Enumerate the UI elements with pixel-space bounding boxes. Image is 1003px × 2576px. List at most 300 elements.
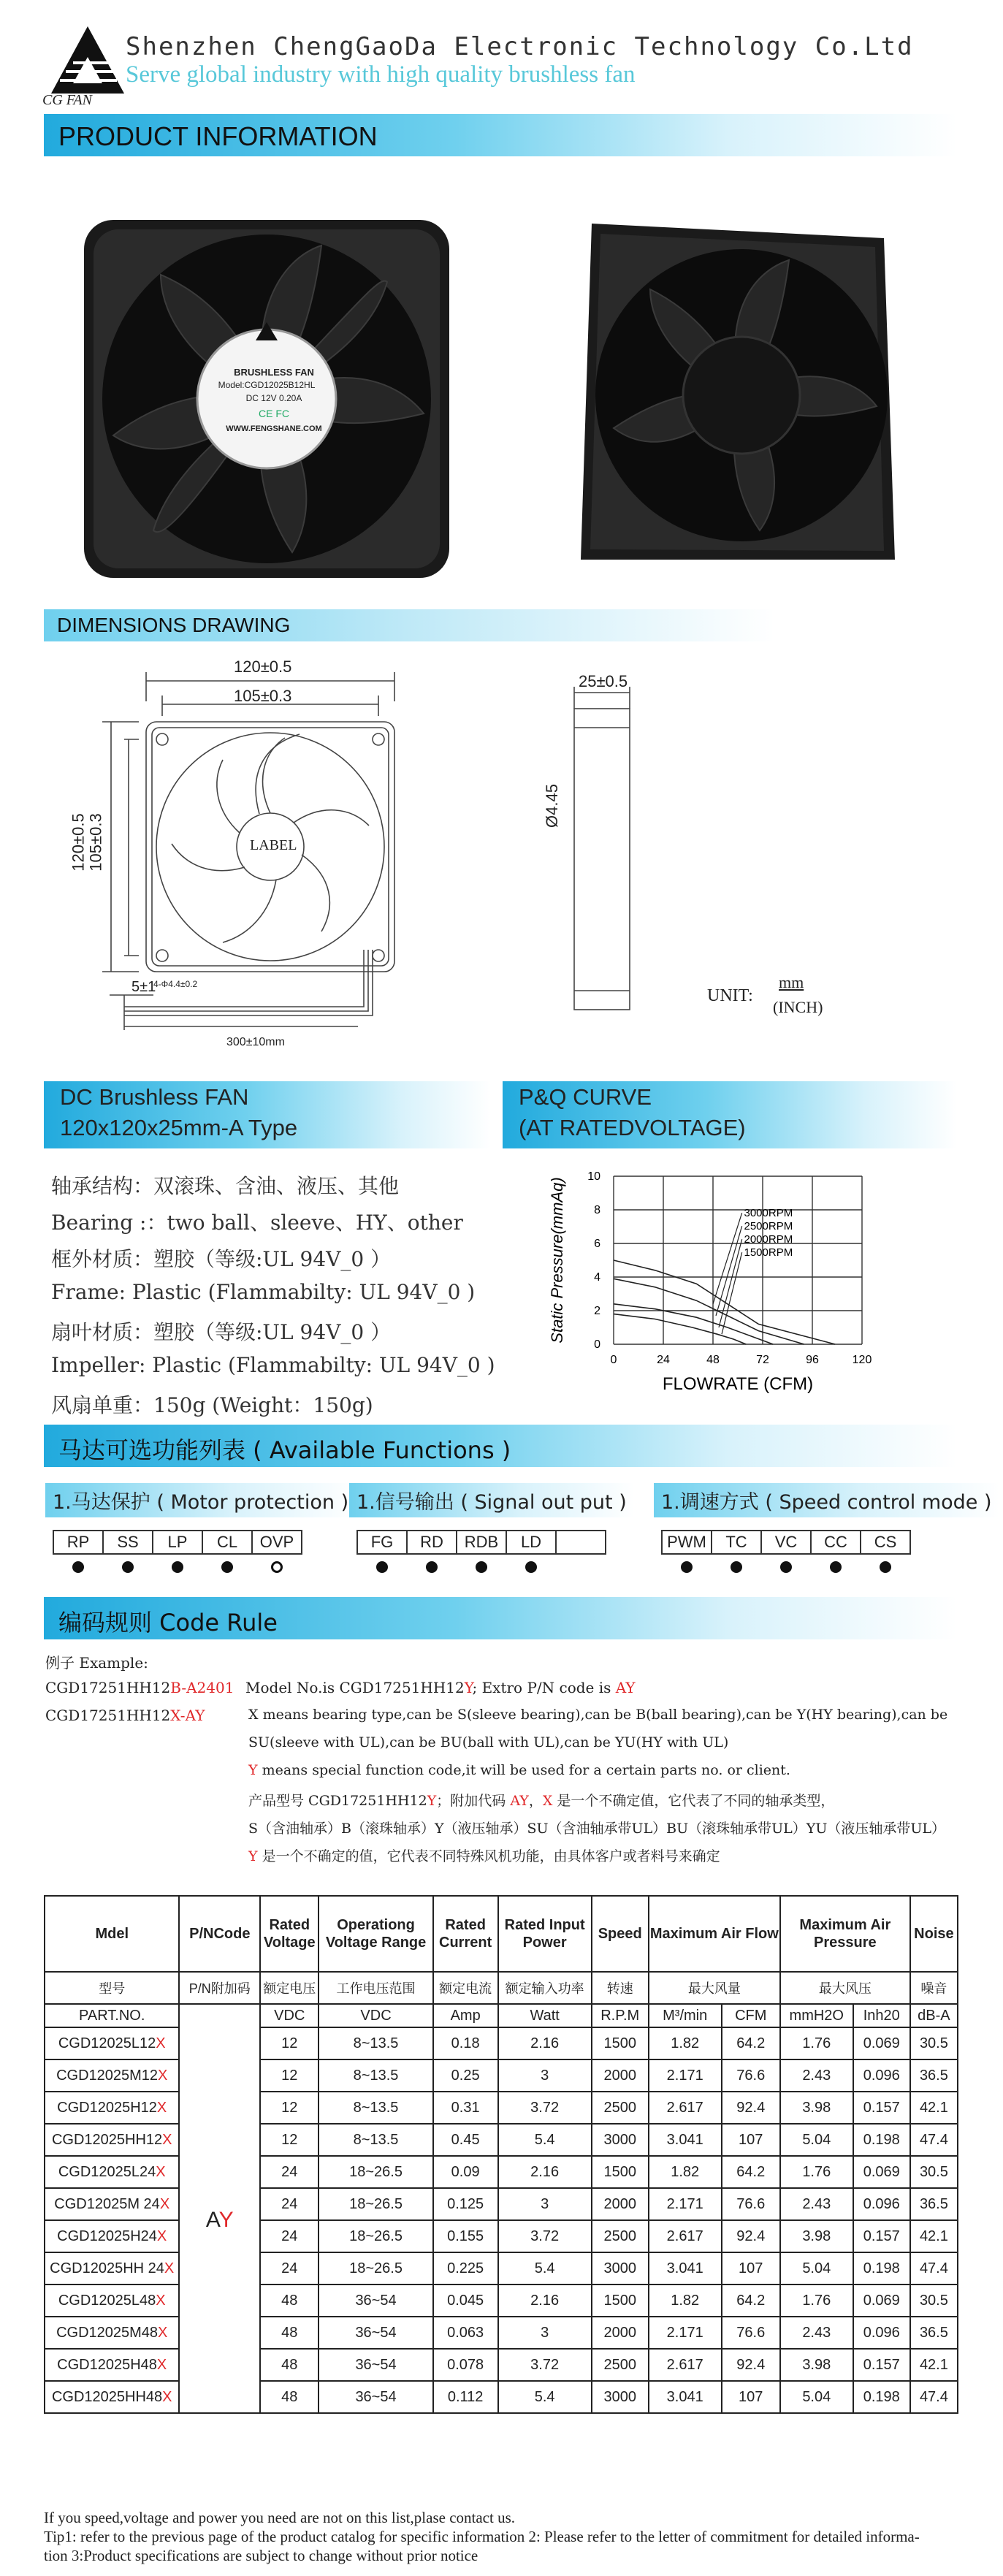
cn-speed: 转速 — [592, 1972, 649, 2004]
cell-mm: 1.76 — [780, 2156, 853, 2188]
cell-inh: 0.198 — [853, 2124, 910, 2156]
code-line-2: SU(sleeve with UL),can be BU(ball with UL),can be YU(HY with UL) — [248, 1734, 729, 1750]
cn-input-power: 额定输入功率 — [498, 1972, 592, 2004]
cell-cfm: 76.6 — [722, 2188, 780, 2220]
cell-v: 48 — [260, 2285, 319, 2317]
cn-voltage-range: 工作电压范围 — [319, 1972, 432, 2004]
x-tick-label: 0 — [610, 1354, 617, 1366]
unit-pn-blank — [179, 2004, 260, 2027]
cell-watt: 3.72 — [498, 2220, 592, 2252]
cell-model — [45, 2027, 179, 2059]
pn-code-y: Y — [218, 2207, 234, 2232]
cell-amp: 0.25 — [433, 2059, 498, 2092]
pn-code-cell — [179, 2027, 260, 2413]
code-line-3 — [248, 1762, 790, 1778]
cell-v: 48 — [260, 2349, 319, 2381]
cell-db: 42.1 — [910, 2220, 958, 2252]
th-model: Mdel — [45, 1896, 179, 1972]
cell-watt: 3 — [498, 2188, 592, 2220]
model-suffix: X — [164, 2260, 175, 2276]
unit-part-no: PART.NO. — [45, 2004, 179, 2027]
cell-v: 24 — [260, 2188, 319, 2220]
cn-noise: 噪音 — [910, 1972, 958, 2004]
function-option-0-3: CL — [202, 1531, 252, 1554]
x-tick-label: 72 — [756, 1354, 769, 1366]
pn-code-a: A — [205, 2207, 219, 2232]
function-mark-cell-1-1 — [407, 1554, 457, 1580]
cell-inh: 0.096 — [853, 2188, 910, 2220]
cell-mm: 3.98 — [780, 2349, 853, 2381]
function-mark-cell-0-1 — [103, 1554, 153, 1580]
code-line-4b: Y — [427, 1793, 437, 1809]
legend-label-2: 2000RPM — [744, 1233, 793, 1246]
unit-vdc: VDC — [260, 2004, 319, 2027]
cell-amp: 0.45 — [433, 2124, 498, 2156]
function-mark-cell-1-0 — [357, 1554, 407, 1580]
code-line-1: X means bearing type,can be S(sleeve bearing),can be B(ball bearing),can be Y(HY bearing),can be — [248, 1707, 948, 1723]
y-tick-label: 4 — [594, 1271, 600, 1284]
function-option-2-0: PWM — [662, 1531, 712, 1554]
cell-range: 18~26.5 — [319, 2156, 432, 2188]
cell-v: 48 — [260, 2381, 319, 2413]
cell-db: 30.5 — [910, 2285, 958, 2317]
model-base: CGD12025M12 — [56, 2067, 159, 2084]
pq-chart-svg — [533, 1162, 972, 1410]
cn-rated-voltage: 额定电压 — [260, 1972, 319, 2004]
cell-model — [45, 2381, 179, 2413]
function-mark-cell-2-0 — [662, 1554, 712, 1580]
cell-mm: 5.04 — [780, 2124, 853, 2156]
cell-db: 47.4 — [910, 2252, 958, 2285]
cell-model — [45, 2092, 179, 2124]
unit-amp: Amp — [433, 2004, 498, 2027]
code-line-4 — [248, 1790, 834, 1810]
drawing-label: LABEL — [250, 837, 297, 853]
dc-fan-subtitle: 120x120x25mm-A Type — [60, 1115, 298, 1140]
cell-range: 18~26.5 — [319, 2220, 432, 2252]
cell-rpm: 3000 — [592, 2381, 649, 2413]
model-suffix: X — [156, 2292, 166, 2309]
code-example-2-base: CGD17251HH12 — [45, 1707, 171, 1724]
cell-range: 18~26.5 — [319, 2188, 432, 2220]
cell-mm: 1.76 — [780, 2027, 853, 2059]
code-line-3-text: means special function code,it will be used for a certain parts no. or client. — [257, 1762, 790, 1778]
code-desc-1c: ; Extro P/N code is — [472, 1679, 616, 1696]
model-base: CGD12025HH12 — [51, 2131, 163, 2148]
cell-watt: 3.72 — [498, 2349, 592, 2381]
code-example-1-suffix: B-A2401 — [170, 1679, 234, 1696]
cell-cfm: 76.6 — [722, 2059, 780, 2092]
cell-cfm: 107 — [722, 2124, 780, 2156]
model-base: CGD12025H48 — [57, 2356, 157, 2373]
cell-inh: 0.069 — [853, 2156, 910, 2188]
cell-amp: 0.045 — [433, 2285, 498, 2317]
cell-mm: 1.76 — [780, 2285, 853, 2317]
dim-diameter: Ø4.45 — [542, 784, 561, 828]
legend-label-3: 1500RPM — [744, 1246, 793, 1260]
unit-vdc-range: VDC — [319, 2004, 432, 2027]
code-example-label: 例子 Example: — [45, 1654, 148, 1672]
cell-m3: 2.617 — [649, 2349, 722, 2381]
cell-cfm: 92.4 — [722, 2092, 780, 2124]
cell-mm: 2.43 — [780, 2059, 853, 2092]
pq-curve-title: P&Q CURVE — [519, 1084, 652, 1110]
code-line-4a: 产品型号 CGD17251HH12 — [248, 1793, 427, 1809]
dim-lead: 300±10mm — [226, 1036, 285, 1048]
cell-cfm: 64.2 — [722, 2156, 780, 2188]
function-option-0-2: LP — [153, 1531, 202, 1554]
unit-mmh2o: mmH2O — [780, 2004, 853, 2027]
cell-inh: 0.096 — [853, 2317, 910, 2349]
cell-model — [45, 2188, 179, 2220]
th-speed: Speed — [592, 1896, 649, 1972]
cell-v: 12 — [260, 2027, 319, 2059]
code-line-6 — [248, 1845, 720, 1865]
dim-height-inner: 105±0.3 — [86, 813, 105, 872]
cell-range: 8~13.5 — [319, 2124, 432, 2156]
function-mark-cell-0-3 — [202, 1554, 252, 1580]
cell-db: 47.4 — [910, 2381, 958, 2413]
cell-mm: 3.98 — [780, 2092, 853, 2124]
code-desc-1a: Model No.is CGD17251HH12 — [245, 1679, 465, 1696]
model-base: CGD12025L24 — [58, 2163, 156, 2180]
cell-rpm: 1500 — [592, 2285, 649, 2317]
cell-m3: 2.171 — [649, 2059, 722, 2092]
fan-front-photo — [80, 216, 453, 582]
model-suffix: X — [156, 2035, 166, 2051]
cell-model — [45, 2349, 179, 2381]
table-cn-header-row — [45, 1972, 958, 2004]
cell-db: 30.5 — [910, 2156, 958, 2188]
spec-table — [44, 1895, 958, 2414]
function-option-0-4: OVP — [252, 1531, 302, 1554]
code-line-4c: ；附加代码 — [436, 1793, 511, 1809]
function-mark-cell-1-3 — [506, 1554, 556, 1580]
cell-watt: 5.4 — [498, 2252, 592, 2285]
cn-air-flow: 最大风量 — [649, 1972, 780, 2004]
fan-back-photo — [570, 216, 906, 574]
model-suffix: X — [156, 2356, 167, 2373]
fan-label-brand: BRUSHLESS FAN — [234, 367, 314, 378]
dot-marker-icon — [880, 1561, 891, 1573]
cell-model — [45, 2252, 179, 2285]
legend-label-0: 3000RPM — [744, 1207, 793, 1220]
dim-width-outer: 120±0.5 — [234, 658, 292, 676]
code-example-1-base: CGD17251HH12 — [45, 1679, 171, 1696]
cell-db: 42.1 — [910, 2092, 958, 2124]
code-line-6-red: Y — [248, 1848, 258, 1864]
unit-inh2o: Inh20 — [853, 2004, 910, 2027]
function-table-0 — [53, 1530, 302, 1580]
cell-rpm: 2000 — [592, 2188, 649, 2220]
cell-amp: 0.155 — [433, 2220, 498, 2252]
cell-db: 30.5 — [910, 2027, 958, 2059]
dim-depth: 25±0.5 — [579, 672, 628, 690]
function-mark-cell-1-4 — [556, 1554, 606, 1580]
unit-label: UNIT: — [707, 986, 753, 1005]
unit-watt: Watt — [498, 2004, 592, 2027]
cell-v: 12 — [260, 2059, 319, 2092]
cell-rpm: 2500 — [592, 2092, 649, 2124]
function-option-1-4 — [556, 1531, 606, 1554]
cell-model — [45, 2285, 179, 2317]
footer-line-1: If you speed,voltage and power you need are not on this list,plase contact us. — [44, 2509, 515, 2526]
function-group-title-1: 1.信号输出 ( Signal out put ) — [349, 1483, 634, 1517]
code-line-5: S（含油轴承）B（滚珠轴承）Y（液压轴承）SU（含油轴承带UL）BU（滚珠轴承带UL）YU（液压轴承带UL） — [248, 1821, 945, 1837]
cell-watt: 3 — [498, 2059, 592, 2092]
th-air-flow: Maximum Air Flow — [649, 1896, 780, 1972]
spec-impeller-cn: 扇叶材质：塑胶（等级:UL 94V_0 ） — [51, 1320, 392, 1344]
model-suffix: X — [162, 2388, 172, 2405]
function-mark-cell-2-3 — [811, 1554, 861, 1580]
function-mark-cell-0-0 — [53, 1554, 103, 1580]
cell-inh: 0.096 — [853, 2059, 910, 2092]
cn-model: 型号 — [45, 1972, 179, 2004]
function-option-1-0: FG — [357, 1531, 407, 1554]
cell-rpm: 1500 — [592, 2156, 649, 2188]
code-example-1 — [45, 1679, 234, 1696]
cn-pn-code: P/N附加码 — [179, 1972, 260, 2004]
pq-curve-subtitle: (AT RATEDVOLTAGE) — [519, 1115, 746, 1140]
th-noise: Noise — [910, 1896, 958, 1972]
spec-bearing-cn: 轴承结构：双滚珠、含油、液压、其他 — [51, 1174, 400, 1198]
y-axis-label: Static Pressure(mmAq) — [548, 1177, 566, 1344]
pq-curve-heading — [503, 1081, 957, 1148]
cell-db: 36.5 — [910, 2188, 958, 2220]
dim-hole: 4-Φ4.4±0.2 — [153, 979, 198, 989]
dc-fan-heading — [44, 1081, 491, 1148]
cell-watt: 3.72 — [498, 2092, 592, 2124]
cell-rpm: 2500 — [592, 2220, 649, 2252]
model-suffix: X — [158, 2324, 168, 2341]
cell-m3: 3.041 — [649, 2124, 722, 2156]
cell-v: 12 — [260, 2124, 319, 2156]
code-line-3-red: Y — [248, 1762, 258, 1778]
cell-cfm: 107 — [722, 2252, 780, 2285]
dimension-drawing-front — [69, 658, 431, 1052]
th-air-pressure: Maximum Air Pressure — [780, 1896, 910, 1972]
dimension-drawing-side — [533, 672, 665, 1015]
function-group-title-2: 1.调速方式 ( Speed control mode ) — [654, 1483, 999, 1517]
cell-amp: 0.18 — [433, 2027, 498, 2059]
spec-table-wrap — [44, 1895, 958, 2414]
cell-inh: 0.069 — [853, 2285, 910, 2317]
dim-width-inner: 105±0.3 — [234, 687, 292, 705]
cell-m3: 2.617 — [649, 2220, 722, 2252]
cell-amp: 0.063 — [433, 2317, 498, 2349]
logo-caption: CG FAN — [42, 92, 92, 108]
company-name: Shenzhen ChengGaoDa Electronic Technology Co.Ltd — [126, 32, 914, 61]
cell-range: 36~54 — [319, 2285, 432, 2317]
y-tick-label: 8 — [594, 1204, 600, 1216]
cell-range: 36~54 — [319, 2381, 432, 2413]
dot-marker-icon — [426, 1561, 438, 1573]
code-rule-title: 编码规则 Code Rule — [58, 1609, 278, 1636]
functions-title: 马达可选功能列表 ( Available Functions ) — [58, 1436, 511, 1464]
cell-range: 8~13.5 — [319, 2059, 432, 2092]
cell-amp: 0.078 — [433, 2349, 498, 2381]
x-axis-label: FLOWRATE (CFM) — [662, 1374, 814, 1394]
unit-cfm: CFM — [722, 2004, 780, 2027]
x-tick-label: 120 — [852, 1354, 872, 1366]
y-tick-label: 2 — [594, 1305, 600, 1317]
ring-marker-icon — [271, 1561, 283, 1573]
dim-tail-value: 5±1 — [131, 979, 156, 995]
function-option-2-4: CS — [861, 1531, 910, 1554]
model-base: CGD12025HH48 — [51, 2388, 163, 2405]
model-suffix: X — [159, 2195, 170, 2212]
cell-v: 12 — [260, 2092, 319, 2124]
dimensions-title: DIMENSIONS DRAWING — [57, 614, 291, 636]
model-suffix: X — [156, 2228, 167, 2244]
cell-range: 36~54 — [319, 2317, 432, 2349]
company-slogan: Serve global industry with high quality brushless fan — [126, 61, 636, 88]
function-group-title-0: 1.马达保护 ( Motor protection ) — [45, 1483, 356, 1517]
function-mark-cell-0-2 — [153, 1554, 202, 1580]
cell-model — [45, 2317, 179, 2349]
model-base: CGD12025L12 — [58, 2035, 156, 2051]
function-option-0-0: RP — [53, 1531, 103, 1554]
cell-v: 48 — [260, 2317, 319, 2349]
cell-model — [45, 2059, 179, 2092]
model-base: CGD12025H24 — [57, 2228, 157, 2244]
dot-marker-icon — [376, 1561, 388, 1573]
code-example-1-desc — [245, 1679, 636, 1696]
pq-chart — [533, 1162, 972, 1410]
cell-mm: 2.43 — [780, 2188, 853, 2220]
dot-marker-icon — [476, 1561, 487, 1573]
function-option-1-1: RD — [407, 1531, 457, 1554]
x-tick-label: 96 — [806, 1354, 819, 1366]
cell-range: 36~54 — [319, 2349, 432, 2381]
cell-watt: 5.4 — [498, 2124, 592, 2156]
cell-rpm: 2500 — [592, 2349, 649, 2381]
cell-inh: 0.157 — [853, 2349, 910, 2381]
function-table-2 — [661, 1530, 911, 1580]
cell-amp: 0.112 — [433, 2381, 498, 2413]
spec-frame-en: Frame: Plastic (Flammabilty: UL 94V_0 ) — [51, 1280, 476, 1304]
dot-marker-icon — [122, 1561, 134, 1573]
unit-bottom: (INCH) — [773, 998, 823, 1016]
cell-watt: 2.16 — [498, 2027, 592, 2059]
code-line-4e: ， — [528, 1793, 543, 1809]
fan-label-rating: DC 12V 0.20A — [245, 393, 302, 403]
code-line-6-text: 是一个不确定的值，它代表不同特殊风机功能，由具体客户或者料号来确定 — [257, 1848, 720, 1864]
cn-rated-current: 额定电流 — [433, 1972, 498, 2004]
unit-top: mm — [779, 973, 804, 991]
cell-inh: 0.198 — [853, 2381, 910, 2413]
x-tick-label: 48 — [706, 1354, 720, 1366]
model-base: CGD12025H12 — [57, 2099, 157, 2116]
cell-amp: 0.09 — [433, 2156, 498, 2188]
th-rated-voltage-text: Rated Voltage — [263, 1917, 316, 1951]
code-line-4g: 是一个不确定值，它代表了不同的轴承类型， — [552, 1793, 835, 1809]
cell-m3: 1.82 — [649, 2156, 722, 2188]
cell-m3: 1.82 — [649, 2027, 722, 2059]
code-desc-1b: Y — [464, 1679, 473, 1696]
y-tick-label: 10 — [587, 1170, 600, 1183]
dim-height-outer: 120±0.5 — [69, 813, 88, 872]
code-line-4f: X — [542, 1793, 553, 1809]
cell-db: 42.1 — [910, 2349, 958, 2381]
cell-range: 8~13.5 — [319, 2092, 432, 2124]
cell-watt: 2.16 — [498, 2156, 592, 2188]
cell-m3: 2.171 — [649, 2317, 722, 2349]
cell-cfm: 92.4 — [722, 2349, 780, 2381]
function-table-1 — [356, 1530, 606, 1580]
table-row — [45, 2027, 958, 2059]
y-tick-label: 0 — [594, 1338, 600, 1351]
dot-marker-icon — [172, 1561, 183, 1573]
model-base: CGD12025L48 — [58, 2292, 156, 2309]
cell-inh: 0.157 — [853, 2220, 910, 2252]
code-example-2-suffix: X-AY — [170, 1707, 205, 1724]
cell-m3: 3.041 — [649, 2381, 722, 2413]
function-mark-cell-2-2 — [761, 1554, 811, 1580]
cell-amp: 0.225 — [433, 2252, 498, 2285]
th-input-power: Rated Input Power — [498, 1896, 592, 1972]
dot-marker-icon — [681, 1561, 693, 1573]
function-option-2-1: TC — [712, 1531, 761, 1554]
cell-db: 36.5 — [910, 2317, 958, 2349]
cell-model — [45, 2156, 179, 2188]
dot-marker-icon — [525, 1561, 537, 1573]
cell-cfm: 76.6 — [722, 2317, 780, 2349]
cell-rpm: 2000 — [592, 2317, 649, 2349]
function-option-1-2: RDB — [457, 1531, 506, 1554]
function-option-1-3: LD — [506, 1531, 556, 1554]
dot-marker-icon — [780, 1561, 792, 1573]
model-suffix: X — [158, 2067, 168, 2084]
code-line-4d: AY — [510, 1793, 529, 1809]
y-tick-label: 6 — [594, 1238, 600, 1250]
cell-range: 8~13.5 — [319, 2027, 432, 2059]
function-option-2-3: CC — [811, 1531, 861, 1554]
model-suffix: X — [162, 2131, 172, 2148]
table-header-row — [45, 1896, 958, 1972]
cell-rpm: 3000 — [592, 2124, 649, 2156]
function-mark-cell-2-1 — [712, 1554, 761, 1580]
table-units-row — [45, 2004, 958, 2027]
cell-m3: 3.041 — [649, 2252, 722, 2285]
model-base: CGD12025M 24 — [54, 2195, 160, 2212]
legend-leader-0 — [713, 1213, 742, 1304]
footer-line-2: Tip1: refer to the previous page of the product catalog for specific information 2: Please refer to the letter of commitment for detailed informa- — [44, 2528, 920, 2545]
cell-mm: 5.04 — [780, 2381, 853, 2413]
unit-dba: dB-A — [910, 2004, 958, 2027]
cell-v: 24 — [260, 2156, 319, 2188]
cell-inh: 0.157 — [853, 2092, 910, 2124]
legend-leader-2 — [719, 1239, 742, 1327]
cell-mm: 2.43 — [780, 2317, 853, 2349]
cell-m3: 1.82 — [649, 2285, 722, 2317]
function-mark-cell-0-4 — [252, 1554, 302, 1580]
cell-cfm: 107 — [722, 2381, 780, 2413]
model-suffix: X — [156, 2099, 167, 2116]
spec-bearing-en: Bearing :：two ball、sleeve、HY、other — [51, 1211, 463, 1235]
dot-marker-icon — [221, 1561, 233, 1573]
function-mark-cell-2-4 — [861, 1554, 910, 1580]
series-line-2 — [614, 1304, 773, 1344]
unit-m3: M³/min — [649, 2004, 722, 2027]
cell-cfm: 64.2 — [722, 2285, 780, 2317]
cell-mm: 5.04 — [780, 2252, 853, 2285]
x-tick-label: 24 — [657, 1354, 670, 1366]
th-rated-voltage — [260, 1896, 319, 1972]
th-rated-current: Rated Current — [433, 1896, 498, 1972]
th-pn-code: P/NCode — [179, 1896, 260, 1972]
function-mark-cell-1-2 — [457, 1554, 506, 1580]
